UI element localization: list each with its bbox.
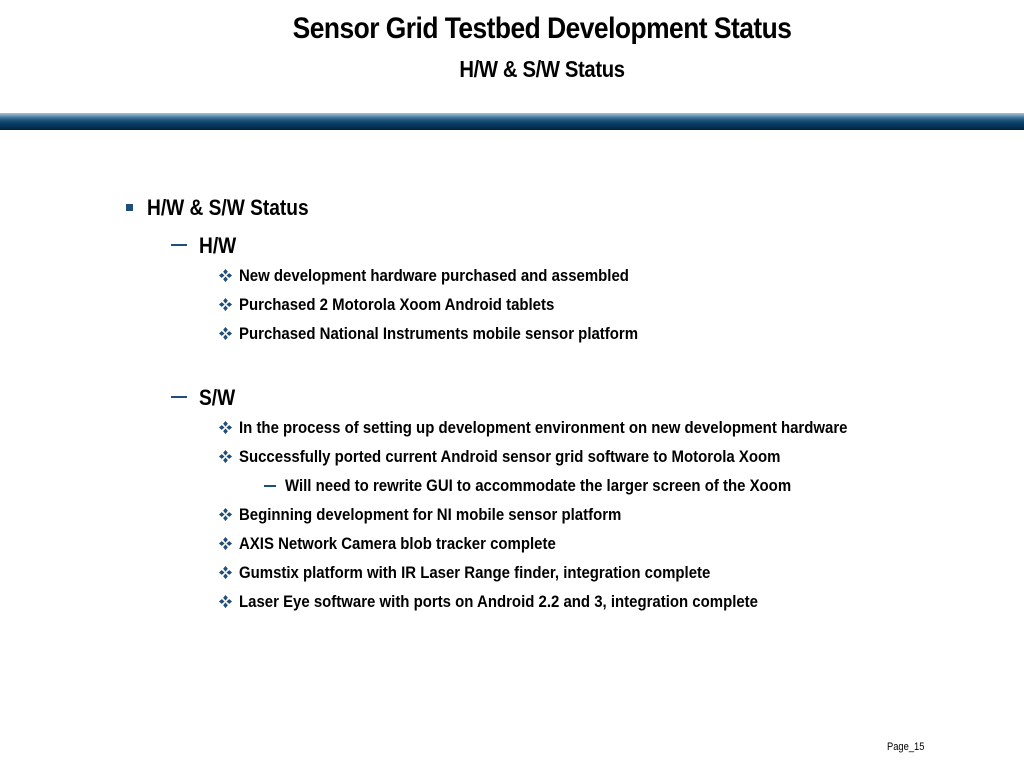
sw-item: Beginning development for NI mobile sensor platform (239, 505, 622, 524)
sw-item: AXIS Network Camera blob tracker complete (239, 534, 556, 553)
four-diamond-icon (218, 297, 233, 312)
four-diamond-icon (218, 420, 233, 435)
section-heading: H/W & S/W Status (147, 195, 309, 220)
four-diamond-icon (218, 565, 233, 580)
hw-item: Purchased 2 Motorola Xoom Android tablets (239, 295, 555, 314)
sw-item: In the process of setting up development environment on new development hardware (239, 418, 848, 437)
four-diamond-icon (218, 507, 233, 522)
four-diamond-icon (218, 536, 233, 551)
dash-icon (264, 485, 276, 487)
sw-item: Laser Eye software with ports on Android 2.2 and 3, integration complete (239, 592, 758, 611)
hw-item: Purchased National Instruments mobile sensor platform (239, 324, 639, 343)
four-diamond-icon (218, 449, 233, 464)
hw-item: New development hardware purchased and assembled (239, 266, 629, 285)
hw-heading: H/W (199, 233, 237, 258)
page-number: Page_15 (887, 741, 925, 753)
sw-heading: S/W (199, 385, 236, 410)
sw-item: Successfully ported current Android sensor grid software to Motorola Xoom (239, 447, 781, 466)
slide-subtitle: H/W & S/W Status (459, 56, 625, 82)
sw-subitem: Will need to rewrite GUI to accommodate the larger screen of the Xoom (285, 476, 792, 495)
four-diamond-icon (218, 326, 233, 341)
dash-icon (171, 396, 187, 398)
four-diamond-icon (218, 268, 233, 283)
four-diamond-icon (218, 594, 233, 609)
sw-item: Gumstix platform with IR Laser Range finder, integration complete (239, 563, 711, 582)
slide-title: Sensor Grid Testbed Development Status (292, 12, 792, 45)
square-bullet-icon (126, 204, 133, 211)
dash-icon (171, 244, 187, 246)
